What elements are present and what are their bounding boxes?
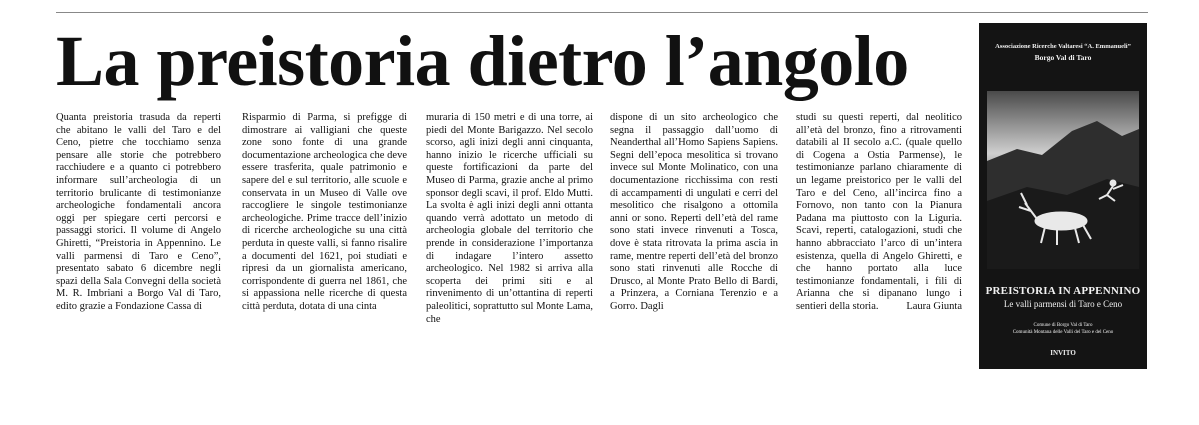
book-poster	[979, 23, 1147, 369]
poster-organization: Associazione Ricerche Valtaresi “A. Emmanueli”	[995, 43, 1131, 50]
article-column-2: Risparmio di Parma, si prefigge di dimostrare ai valligiani che queste zone sono fonte di una grande documentazione archeologica che deve essere trasferita, quale patrimonio e sapere del e sul territorio, alle scuole e conservata in un Museo di Valle ove raccogliere le singole testimonianze archeologiche. Prime tracce dell’inizio di ricerche archeologiche su una città perduta in queste valli, si fanno risalire a documenti del 1621, poi studiati e ripresi da un giornalista americano, corrispondente di guerra nel 1861, che si appassiona nelle ricerche di questa città perduta, dotata di una cinta	[242, 112, 407, 312]
poster-subtitle: Le valli parmensi di Taro e Ceno	[1003, 299, 1123, 309]
article-column-5	[796, 112, 962, 374]
article-column-1: Quanta preistoria trasuda da reperti che abitano le valli del Taro e del Ceno, pietre che tocchiamo senza pensare alle storie che potrebbero racchiudere e a quanto ci potrebbero informare sull’archeologia di un territorio brulicante di testimonianze archeologiche fondamentali ancora oggi per spiegare certi percorsi e passaggi storici. Il volume di Angelo Ghiretti, “Preistoria in Appennino. Le valli parmensi di Taro e Ceno”, presentato sabato 6 dicembre negli spazi della Sala Convegni della società M. R. Imbriani a Borgo Val di Taro, edito grazie a Fondazione Cassa di	[56, 112, 221, 312]
poster-town: Borgo Val di Taro	[1034, 53, 1092, 62]
poster-credits-line-1: Comune di Borgo Val di Taro	[1033, 323, 1093, 328]
poster-title: PREISTORIA IN APPENNINO	[985, 285, 1141, 297]
article-column-4: dispone di un sito archeologico che segna il passaggio dall’uomo di Neanderthal all’Homo Sapiens Sapiens. Segni dell’epoca mesolitica si trovano invece sul Monte Molinatico, con una documentazione ricchissima con resti di accampamenti di ungulati e cerri del mesolitico che risalgono a ottomila anni or sono. Reperti dell’età del rame sono stati invece rinvenuti a Tosca, dove è stata ritrovata la prima ascia in rame, mentre reperti dell’età del bronzo sono stati rinvenuti alle Rocche di Drusco, al Monte Prato Bello di Bardi, a Prinzera, a Corniana Terenzio e a Gorro. Dagli	[610, 112, 778, 312]
article-column-5-text: studi su questi reperti, dal neolitico all’età del bronzo, fino a ritrovamenti databili al II secolo a.C. (quale quello di Cogena a Ostia Parmense), le testimonianze parlano chiaramente di un legame preistorico per le valli del Taro e del Ceno, all’incirca fino a Fornovo, non tanto con la Pianura Padana ma piuttosto con la Liguria. Scavi, reperti, catalogazioni, studi che hanno abbracciato l’arco di un’intera esistenza, quella di Angelo Ghiretti, e che hanno portato alla luce testimonianze fondamentali, i fili di Arianna che si dipanano lungo i sentieri della storia.	[796, 112, 962, 312]
poster-credits-line-2: Comunità Montana delle Valli del Taro e del Ceno	[1012, 329, 1114, 335]
poster-footer: INVITO	[1050, 349, 1076, 357]
top-rule	[56, 12, 1148, 13]
cave-painting-photo	[987, 91, 1139, 269]
poster-credits	[983, 323, 1143, 336]
author-signature: Laura Giunta	[906, 300, 962, 312]
article-headline: La preistoria dietro l’angolo	[56, 21, 909, 101]
article-column-3: muraria di 150 metri e di una torre, ai piedi del Monte Barigazzo. Nel secolo scorso, agli inizi degli anni cinquanta, hanno inizio le ricerche ufficiali su queste fortificazioni da parte del Museo di Parma, grazie anche al primo sponsor degli scavi, il prof. Eldo Mutti. La svolta è agli inizi degli anni ottanta quando verrà adottato un metodo di archeologia globale del territorio che prende in considerazione l’importanza di indagare l’intero assetto archeologico. Nel 1982 si arriva alla scoperta dei primi siti e al rinvenimento di un’ottantina di reperti paleolitici, soprattutto sul Monte Lama, che	[426, 112, 593, 325]
